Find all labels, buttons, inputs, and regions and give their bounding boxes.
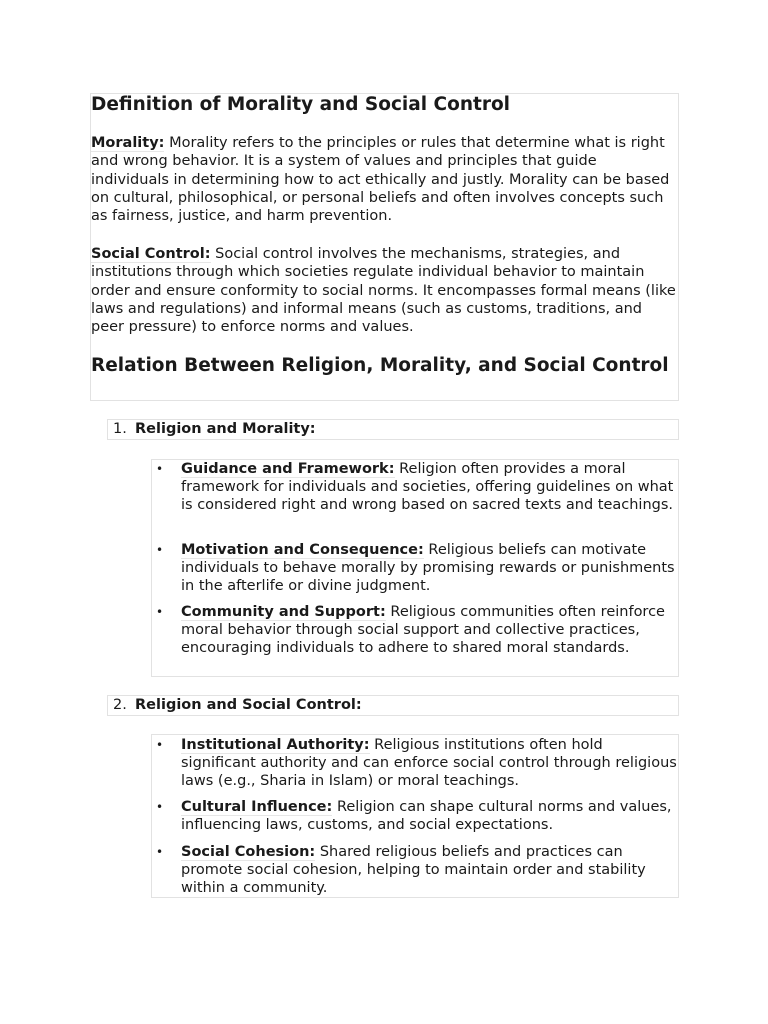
morality-paragraph	[91, 134, 678, 225]
list-item-text: Religion often provides a moral framework for individuals and societies, offering guidelines on what is considered right and wrong based on sacred texts and teachings.	[181, 461, 674, 514]
bullet-icon: •	[156, 800, 164, 814]
social-control-paragraph	[91, 245, 678, 336]
list-item-text: Religious institutions often hold significant authority and can enforce social control through religious laws (e.g., Sharia in Islam) or moral teachings.	[181, 737, 677, 790]
bullet-icon: •	[156, 543, 164, 557]
bullet-icon: •	[156, 605, 164, 619]
section-1-number: 1.	[113, 421, 127, 437]
morality-term: Morality:	[91, 135, 165, 151]
bullet-icon: •	[156, 462, 164, 476]
list-item	[181, 843, 677, 897]
social-control-term: Social Control:	[91, 246, 211, 262]
relation-heading: Relation Between Religion, Morality, and Social Control	[91, 355, 669, 376]
section-2-number: 2.	[113, 697, 127, 713]
list-item	[181, 460, 677, 514]
list-item-term: Institutional Authority:	[181, 737, 370, 753]
bullet-icon: •	[156, 738, 164, 752]
list-item	[181, 603, 677, 657]
section-1-title-text: Religion and Morality:	[135, 421, 316, 437]
list-item-text: Shared religious beliefs and practices can promote social cohesion, helping to maintain order and stability within a community.	[181, 844, 646, 897]
section-2-title	[113, 696, 362, 714]
list-item-term: Social Cohesion:	[181, 844, 316, 860]
list-item	[181, 798, 677, 834]
list-item-term: Cultural Influence:	[181, 799, 333, 815]
list-item-term: Community and Support:	[181, 604, 386, 620]
list-item	[181, 736, 677, 790]
definition-heading: Definition of Morality and Social Control	[91, 94, 511, 115]
section-1-title	[113, 420, 316, 438]
morality-text: Morality refers to the principles or rules that determine what is right and wrong behavior. It is a system of values and principles that guide individuals in determining how to act ethically and justly. Morality can be based on cultural, philosophical, or personal beliefs and often involves concepts such as fairness, justice, and harm prevention.	[91, 135, 670, 225]
list-item-term: Guidance and Framework:	[181, 461, 395, 477]
section-2-title-text: Religion and Social Control:	[135, 697, 362, 713]
list-item-term: Motivation and Consequence:	[181, 542, 424, 558]
list-item-text: Religious communities often reinforce moral behavior through social support and collective practices, encouraging individuals to adhere to shared moral standards.	[181, 604, 665, 657]
list-item-text: Religious beliefs can motivate individuals to behave morally by promising rewards or punishments in the afterlife or divine judgment.	[181, 542, 675, 595]
list-item	[181, 541, 677, 595]
social-control-text: Social control involves the mechanisms, strategies, and institutions through which societies regulate individual behavior to maintain order and ensure conformity to social norms. It encompasses formal means (like laws and regulations) and informal means (such as customs, traditions, and peer pressure) to enforce norms and values.	[91, 246, 676, 336]
bullet-icon: •	[156, 845, 164, 859]
list-item-text: Religion can shape cultural norms and values, influencing laws, customs, and social expectations.	[181, 799, 672, 834]
